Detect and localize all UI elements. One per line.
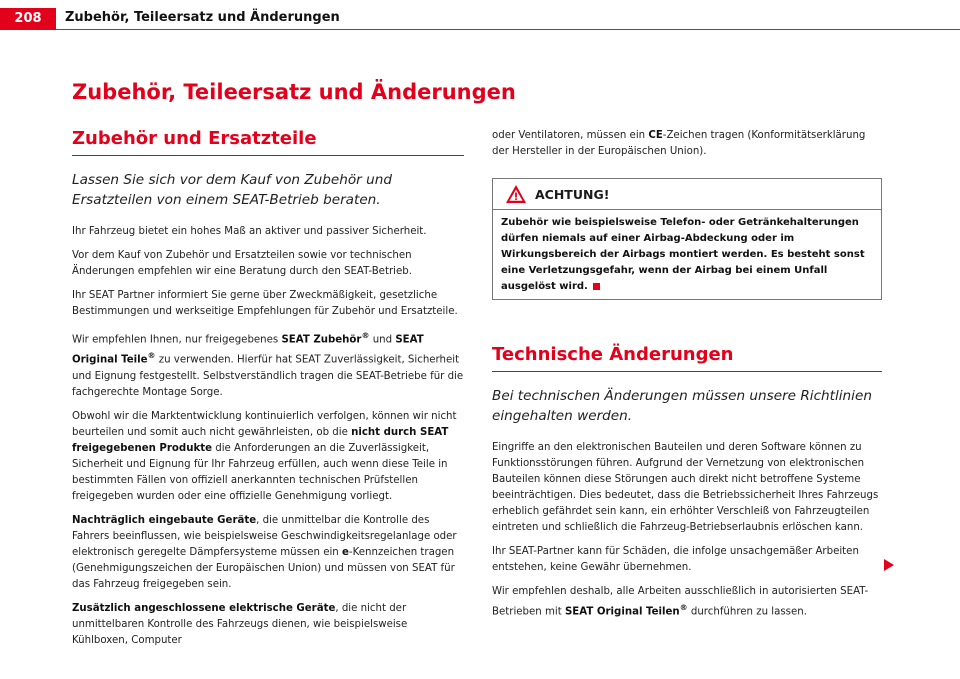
section-technical-changes [492, 344, 882, 620]
section-title-accessories: Zubehör und Ersatzteile [72, 128, 464, 156]
paragraph: Nachträglich eingebaute Geräte, die unmittelbar die Kontrolle des Fahrers beeinflussen, wie beispielsweise Geschwindigkeitsregelanlage oder elektronisch geregelte Dämpfersysteme müssen ein e-Kennzeichen tragen (Genehmigungszeichen der Europäischen Union) und müssen von SEAT für das Fahrzeug freigegeben sein. [72, 514, 457, 590]
section-intro-accessories: Lassen Sie sich vor dem Kauf von Zubehör und Ersatzteilen von einem SEAT-Betrieb beraten. [72, 172, 392, 208]
warning-triangle-icon [505, 184, 527, 204]
paragraph: Wir empfehlen deshalb, alle Arbeiten ausschließlich in autorisierten SEAT-Betrieben mit SEAT Original Teilen® durchführen zu lassen. [492, 586, 869, 618]
section-title-technical: Technische Änderungen [492, 344, 882, 372]
right-column [492, 128, 882, 628]
warning-text: Zubehör wie beispielsweise Telefon- oder Getränkehalterungen dürfen niemals auf einer Airbag-Abdeckung oder im Wirkungsbereich der Airbags montiert werden. Es besteht sonst eine Verletzungsgefahr, wenn der Airbag bei einem Unfall ausgelöst wird. [501, 217, 865, 292]
section-intro-technical: Bei technischen Änderungen müssen unsere Richtlinien eingehalten werden. [492, 388, 872, 424]
page-header [0, 0, 960, 34]
paragraph: Ihr SEAT-Partner kann für Schäden, die infolge unsachgemäßer Arbeiten entstehen, keine Gewähr übernehmen. [492, 546, 859, 573]
paragraph: Zusätzlich angeschlossene elektrische Geräte, die nicht der unmittelbaren Kontrolle des Fahrzeugs dienen, wie beispielsweise Kühlboxen, Computer [72, 602, 408, 646]
left-column [72, 128, 464, 657]
running-title: Zubehör, Teileersatz und Änderungen [65, 10, 340, 25]
chapter-title: Zubehör, Teileersatz und Änderungen [72, 80, 516, 104]
paragraph: Wir empfehlen Ihnen, nur freigegebenes SEAT Zubehör® und SEAT Original Teile® zu verwenden. Hierfür hat SEAT Zuverlässigkeit, Sicherheit und Eignung festgestellt. Selbstverständlich tragen die SEAT-Betriebe für die fachgerechte Montage Sorge. [72, 331, 464, 398]
warning-header [493, 179, 881, 210]
paragraph-continued: oder Ventilatoren, müssen ein CE-Zeichen tragen (Konformitätserklärung der Hersteller in der Europäischen Union). [492, 130, 866, 157]
header-divider [56, 29, 960, 30]
end-marker-icon [593, 283, 600, 290]
paragraph: Ihr Fahrzeug bietet ein hohes Maß an aktiver und passiver Sicherheit. [72, 226, 427, 237]
page-number: 208 [0, 8, 56, 30]
paragraph: Eingriffe an den elektronischen Bauteilen und deren Software können zu Funktionsstörungen führen. Aufgrund der Vernetzung von elektronischen Bauteilen können diese Störungen auch direkt nicht betroffene Systeme beeinträchtigen. Dies bedeutet, dass die Betriebssicherheit Ihres Fahrzeugs erheblich gefährdet sein kann, ein erhöhter Verschleiß von Fahrzeugteilen eintreten und schließlich die Fahrzeug-Betriebserlaubnis erlöschen kann. [492, 442, 879, 533]
warning-label: ACHTUNG! [535, 186, 610, 202]
paragraph: Vor dem Kauf von Zubehör und Ersatzteilen sowie vor technischen Änderungen empfehlen wir eine Beratung durch den SEAT-Betrieb. [72, 250, 412, 277]
paragraph: Ihr SEAT Partner informiert Sie gerne über Zweckmäßigkeit, gesetzliche Bestimmungen und werkseitige Empfehlungen für Zubehör und Ersatzteile. [72, 290, 458, 317]
warning-box [492, 178, 882, 300]
continue-arrow-icon [883, 559, 895, 571]
paragraph: Obwohl wir die Marktentwicklung kontinuierlich verfolgen, können wir nicht beurteilen und somit auch nicht gewährleisten, ob die nicht durch SEAT freigegebenen Produkte die Anforderungen an die Zuverlässigkeit, Sicherheit und Eignung für Ihr Fahrzeug erfüllen, auch wenn diese Teile in bestimmten Fällen von offiziell anerkannten technischen Prüfstellen freigegeben wurden oder eine offizielle Genehmigung vorliegt. [72, 410, 457, 502]
